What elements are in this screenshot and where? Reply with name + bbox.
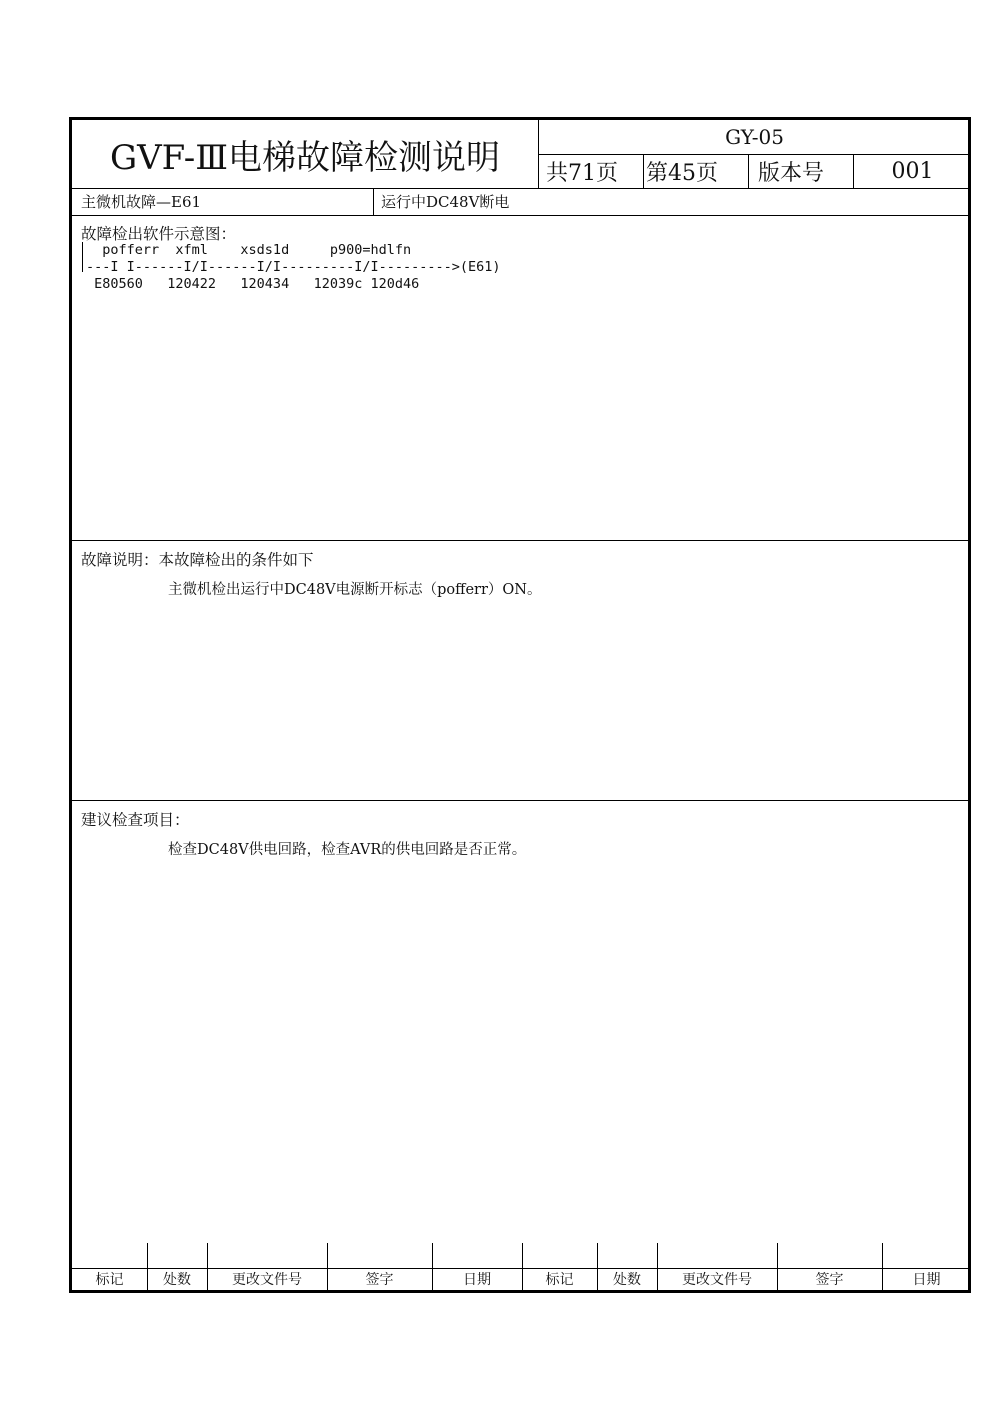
divider (72, 215, 971, 216)
divider (748, 155, 749, 188)
signoff-header-date: 日期 (463, 1272, 491, 1288)
ladder-rail (82, 242, 83, 272)
signoff-header-change-doc: 更改文件号 (232, 1272, 302, 1288)
fault-name: 主微机故障—E61 (81, 193, 202, 211)
signoff-header-mark: 标记 (95, 1272, 124, 1288)
signoff-header-count: 处数 (163, 1272, 191, 1288)
document-code: GY-05 (725, 125, 784, 149)
divider (72, 800, 971, 801)
ladder-circuit: ---I I------I/I------I/I---------I/I--------->(E61) (86, 259, 501, 275)
description-body: 主微机检出运行中DC48V电源断开标志（pofferr）ON。 (168, 582, 542, 598)
signoff-header-mark: 标记 (545, 1272, 574, 1288)
signoff-header-signature: 签字 (365, 1272, 394, 1288)
recommendation-heading: 建议检查项目： (81, 811, 190, 829)
divider (72, 188, 971, 189)
ladder-addresses: E80560 120422 120434 12039c 120d46 (86, 276, 420, 292)
signoff-header-change-doc: 更改文件号 (682, 1272, 752, 1288)
signoff-header-count: 处数 (613, 1272, 641, 1288)
signoff-header-signature: 签字 (815, 1272, 844, 1288)
version-label: 版本号 (758, 161, 825, 186)
document-title: GVF-Ⅲ电梯故障检测说明 (109, 137, 501, 178)
document-frame (69, 117, 971, 1293)
divider (373, 188, 374, 215)
total-pages: 共71页 (546, 161, 618, 186)
description-heading: 故障说明：本故障检出的条件如下 (81, 551, 314, 569)
recommendation-body: 检查DC48V供电回路，检查AVR的供电回路是否正常。 (168, 842, 527, 858)
divider (72, 540, 971, 541)
diagram-heading: 故障检出软件示意图： (81, 225, 237, 243)
signoff-header-date: 日期 (912, 1272, 941, 1288)
divider (643, 155, 644, 188)
ladder-variables: pofferr xfml xsds1d p900=hdlfn (86, 242, 412, 258)
page-number: 第45页 (646, 161, 718, 186)
version-value: 001 (891, 159, 934, 184)
fault-subtitle: 运行中DC48V断电 (381, 193, 510, 211)
